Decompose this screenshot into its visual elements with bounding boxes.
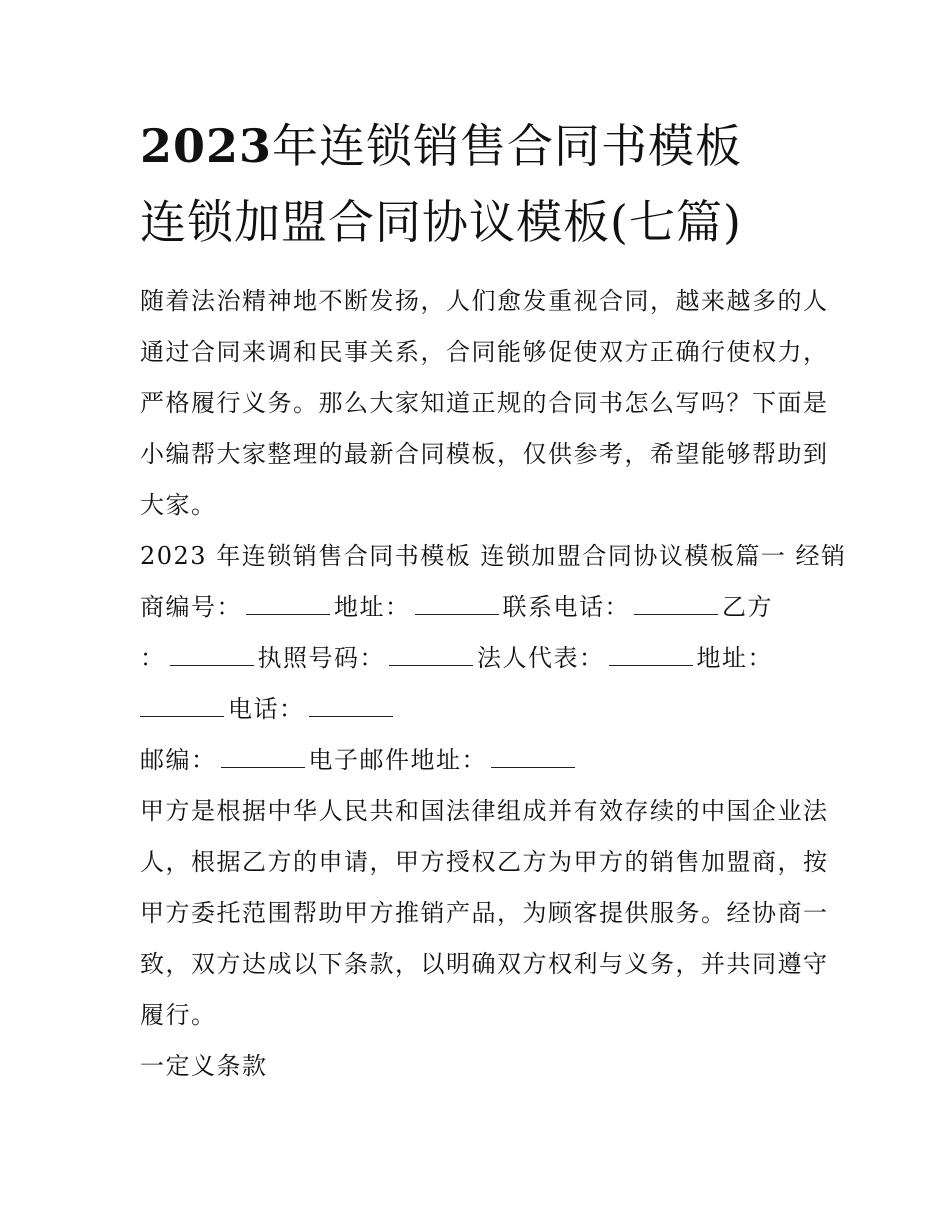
agreement-line: 人，根据乙方的申请，甲方授权乙方为甲方的销售加盟商，按 bbox=[140, 848, 829, 876]
license-label: 执照号码： bbox=[257, 644, 385, 672]
title-line-1-text: 年连锁销售合同书模板 bbox=[272, 119, 743, 173]
clause-heading: 一定义条款 bbox=[140, 1052, 268, 1080]
intro-line: 小编帮大家整理的最新合同模板，仅供参考，希望能够帮助到 bbox=[140, 440, 829, 468]
document-title-line-2: 连锁加盟合同协议模板(七篇) bbox=[140, 195, 742, 249]
intro-line: 通过合同来调和民事关系，合同能够促使双方正确行使权力， bbox=[140, 338, 829, 366]
section-heading-line: 2023 年连锁销售合同书模板 连锁加盟合同协议模板篇一 经销 bbox=[140, 542, 847, 570]
postcode-label: 邮编： bbox=[140, 746, 217, 774]
title-year: 2023 bbox=[140, 119, 273, 173]
dealer-no-label: 商编号： bbox=[140, 593, 242, 621]
party-b-label: 乙方 bbox=[722, 593, 773, 621]
dealer-no-blank bbox=[246, 594, 330, 615]
intro-line: 随着法治精神地不断发扬，人们愈发重视合同，越来越多的人 bbox=[140, 287, 829, 315]
postcode-blank bbox=[221, 747, 305, 768]
fields-line-4 bbox=[140, 743, 579, 777]
email-label: 电子邮件地址： bbox=[308, 746, 487, 774]
agreement-line: 致，双方达成以下条款，以明确双方权利与义务，并共同遵守 bbox=[140, 950, 829, 978]
legal-rep-blank bbox=[609, 645, 693, 666]
license-blank bbox=[389, 645, 473, 666]
intro-line: 大家。 bbox=[140, 491, 217, 519]
intro-line: 严格履行义务。那么大家知道正规的合同书怎么写吗？下面是 bbox=[140, 389, 829, 417]
party-b-blank bbox=[170, 645, 254, 666]
phone-blank bbox=[634, 594, 718, 615]
agreement-line: 甲方是根据中华人民共和国法律组成并有效存续的中国企业法 bbox=[140, 797, 829, 825]
fields-line-2 bbox=[140, 641, 773, 675]
colon-prefix: ： bbox=[140, 644, 166, 672]
email-blank bbox=[491, 747, 575, 768]
address2-label: 地址： bbox=[696, 644, 773, 672]
phone-label: 联系电话： bbox=[502, 593, 630, 621]
agreement-line: 甲方委托范围帮助甲方推销产品，为顾客提供服务。经协商一 bbox=[140, 899, 829, 927]
fields-line-1 bbox=[140, 590, 773, 624]
legal-rep-label: 法人代表： bbox=[477, 644, 605, 672]
tel-blank bbox=[309, 696, 393, 717]
address2-blank bbox=[140, 696, 224, 717]
document-title-line-1 bbox=[140, 118, 742, 174]
tel-label: 电话： bbox=[228, 695, 305, 723]
address-label: 地址： bbox=[334, 593, 411, 621]
agreement-line: 履行。 bbox=[140, 1001, 217, 1029]
fields-line-3 bbox=[140, 692, 397, 726]
address-blank bbox=[415, 594, 499, 615]
